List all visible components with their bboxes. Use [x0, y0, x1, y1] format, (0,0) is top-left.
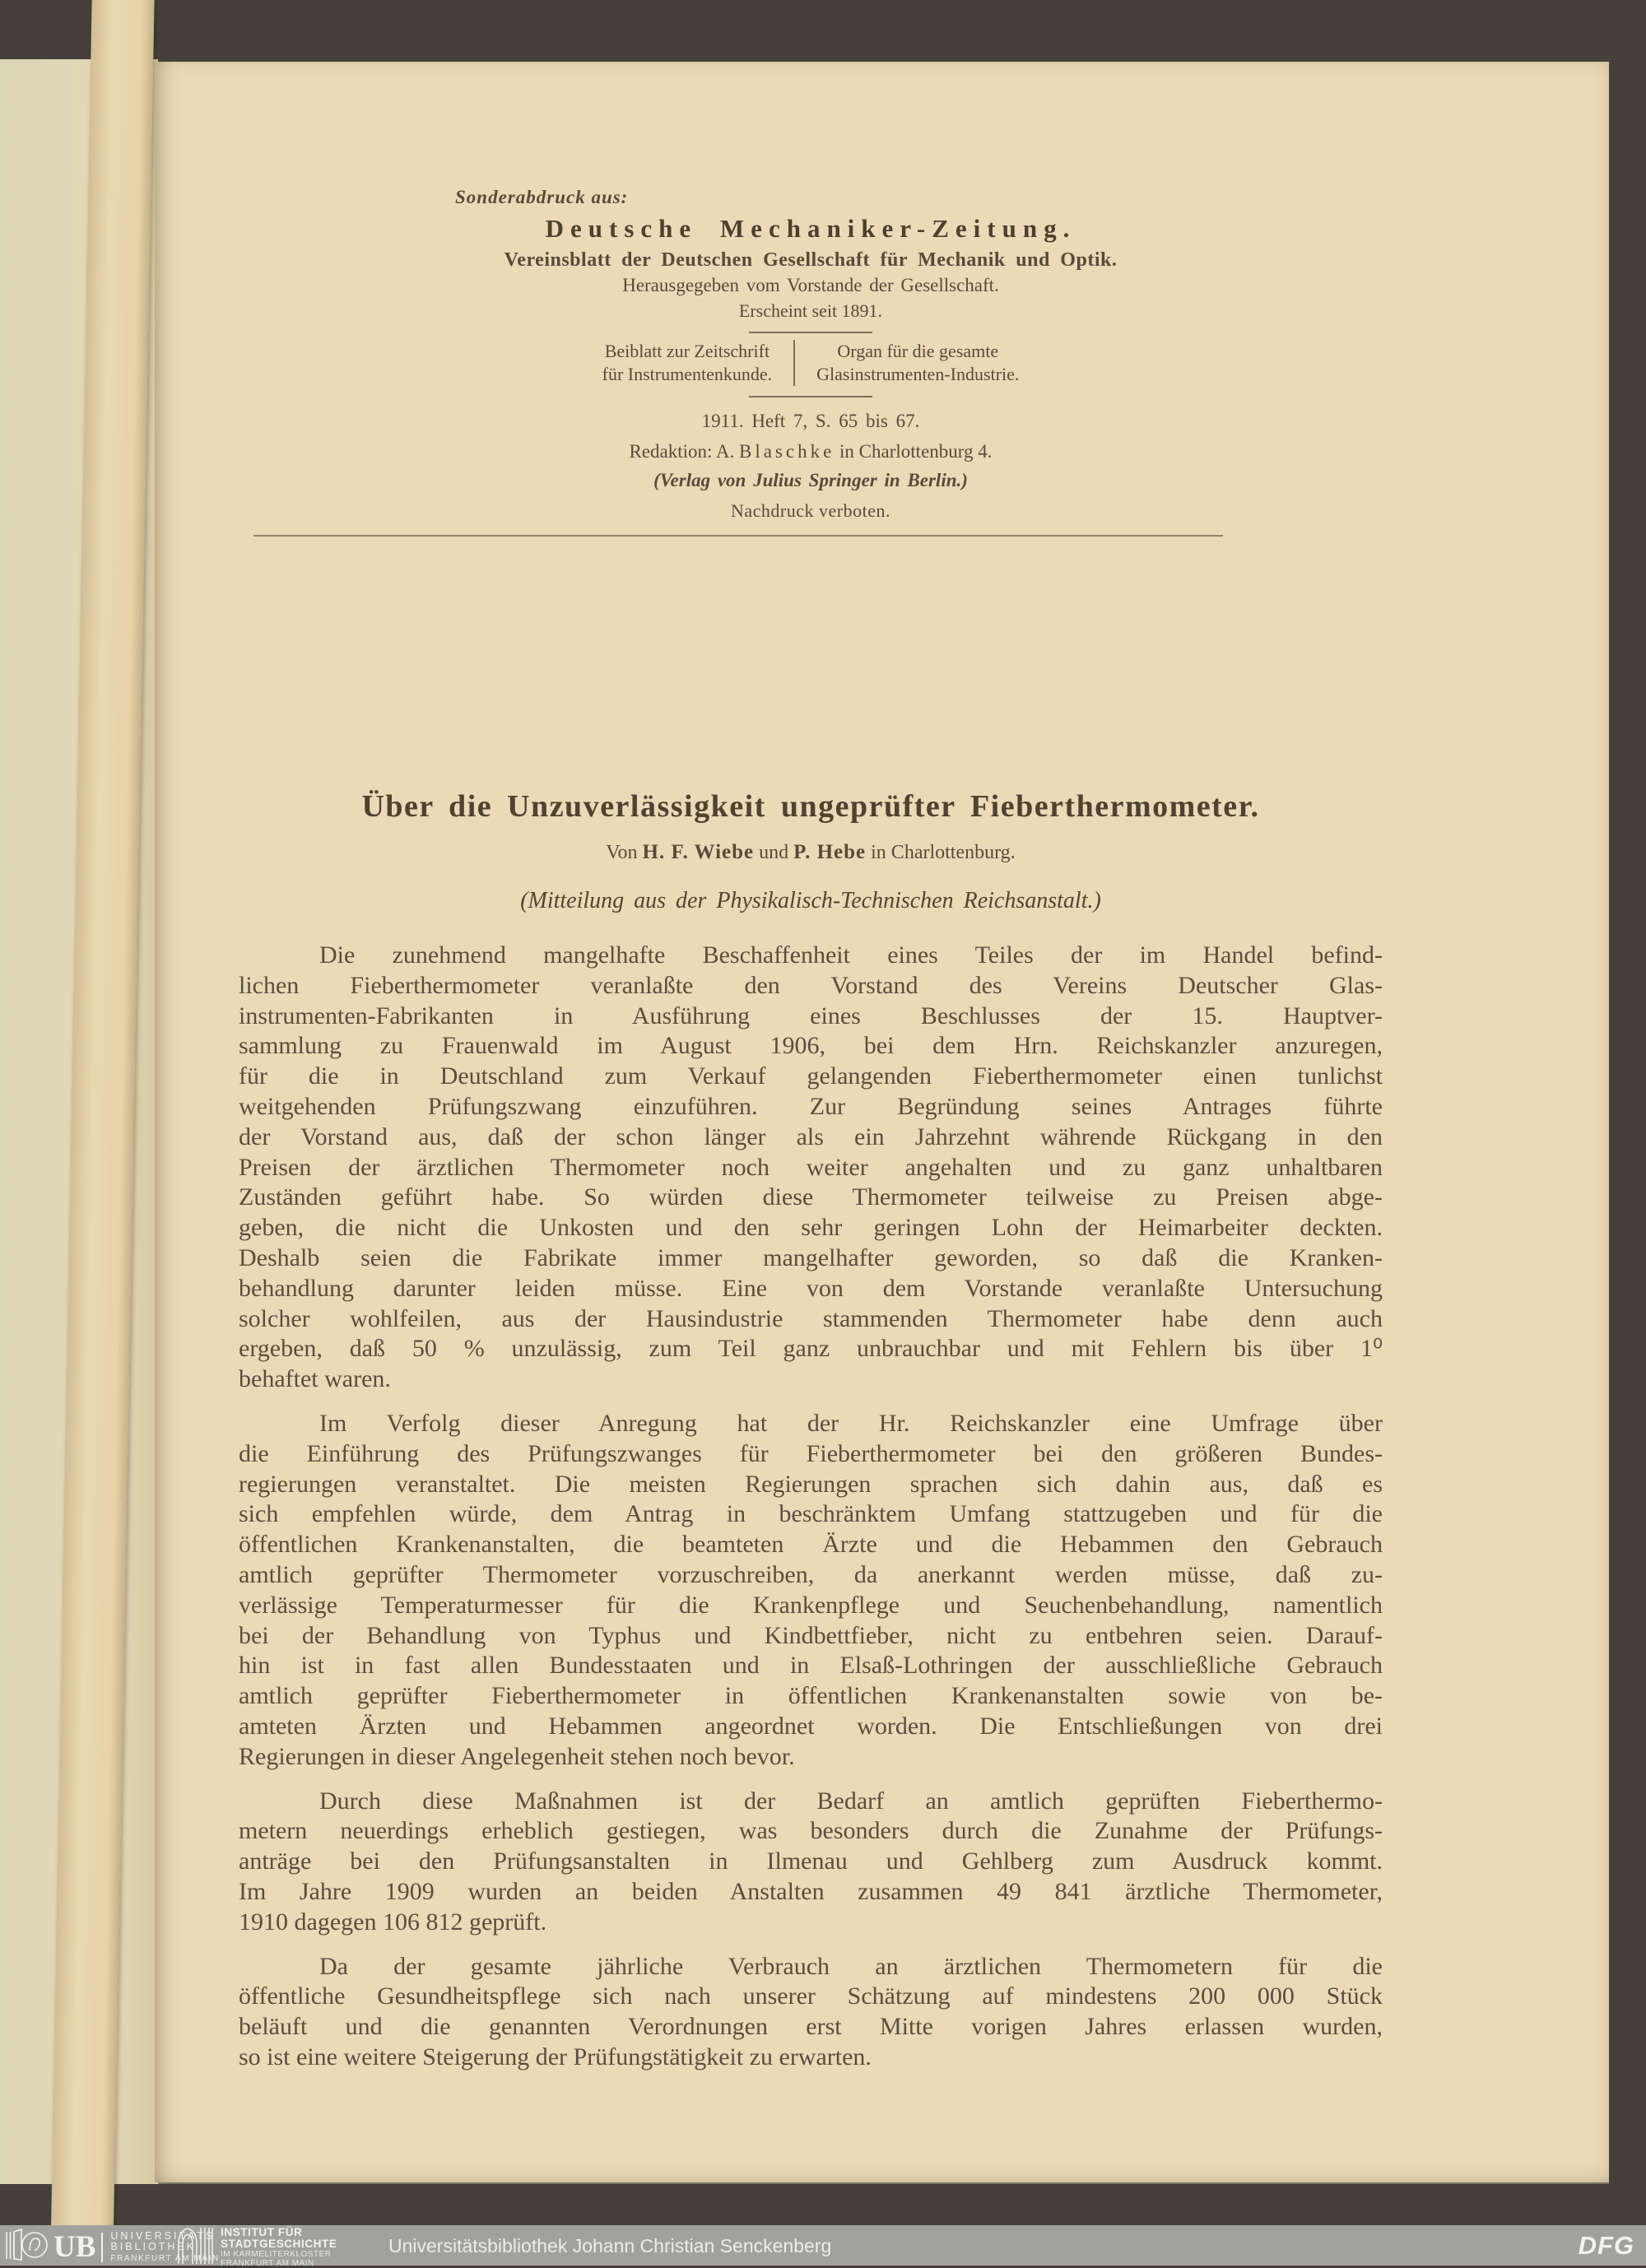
journal-title: Deutsche Mechaniker-Zeitung.	[545, 214, 1076, 243]
text-line: Preisen der ärztlichen Thermometer noch weiter angehalten und zu ganz unhaltbaren	[239, 1153, 1383, 1181]
article-body	[239, 941, 1383, 2087]
text-line: Im Verfolg dieser Anregung hat der Hr. Reichskanzler eine Umfrage über	[319, 1409, 1383, 1437]
text-line: öffentliche Gesundheitspflege sich nach unserer Schätzung auf mindestens 200 000 Stück	[239, 1982, 1383, 2010]
nachdruck-line: Nachdruck verboten.	[731, 500, 890, 521]
text-line: anträge bei den Prüfungsanstalten in Ilmenau und Gehlberg zum Ausdruck kommt.	[239, 1847, 1383, 1875]
scanned-document-page	[155, 62, 1609, 2182]
text-line: Regierungen in dieser Angelegenheit stehen noch bevor.	[239, 1742, 795, 1770]
ub-line1: UNIVERSITÄTS	[110, 2229, 216, 2242]
text-line: hin ist in fast allen Bundesstaaten und in Elsaß-Lothringen der ausschließliche Gebrauch	[239, 1652, 1383, 1680]
text-line: verlässige Temperaturmesser für die Krankenpflege und Seuchenbehandlung, namentlich	[239, 1591, 1383, 1619]
text-line: sich empfehlen würde, dem Antrag in beschränktem Umfang stattzugeben und für die	[239, 1500, 1383, 1528]
text-line: weitgehenden Prüfungszwang einzuführen. Zur Begründung seines Antrages führte	[239, 1092, 1383, 1120]
short-divider	[749, 332, 872, 333]
text-line: Im Jahre 1909 wurden an beiden Anstalten zusammen 49 841 ärztliche Thermometer,	[239, 1877, 1383, 1905]
text-line: 1910 dagegen 106 812 geprüft.	[239, 1908, 547, 1936]
text-line: der Vorstand aus, daß der schon länger als ein Jahrzehnt währende Rückgang in den	[239, 1122, 1383, 1150]
dfg-logo: DFG	[1578, 2231, 1634, 2260]
text-line: solcher wohlfeilen, aus der Hausindustrie stammenden Thermometer habe denn auch	[239, 1304, 1383, 1332]
text-line: Die zunehmend mangelhafte Beschaffenheit eines Teiles der im Handel befind-	[319, 941, 1383, 969]
text-line: für die in Deutschland zum Verkauf gelangenden Fieberthermometer einen tunlichst	[239, 1062, 1383, 1090]
organ-left-line1: Beiblatt zur Zeitschrift	[604, 341, 770, 361]
text-line: lichen Fieberthermometer veranlaßte den Vorstand des Vereins Deutscher Glas-	[239, 971, 1383, 999]
article-header	[239, 788, 1383, 914]
isg-line1: INSTITUT FÜR	[221, 2226, 303, 2238]
redaktion-prefix: Redaktion: A.	[629, 441, 735, 462]
ub-logo-divider	[101, 2233, 103, 2262]
ub-library-icon	[5, 2228, 51, 2266]
issue-line: 1911. Heft 7, S. 65 bis 67.	[701, 411, 920, 431]
text-line: so ist eine weitere Steigerung der Prüfungstätigkeit zu erwarten.	[239, 2043, 872, 2070]
verlag-line: (Verlag von Julius Springer in Berlin.)	[653, 470, 968, 490]
text-line: öffentlichen Krankenanstalten, die beamteten Ärzte und die Hebammen den Gebrauch	[239, 1531, 1383, 1559]
byline-author2: P. Hebe	[793, 841, 867, 863]
short-divider	[749, 396, 872, 397]
organ-columns	[239, 340, 1383, 386]
text-line: amteten Ärzten und Hebammen angeordnet worden. Die Entschließungen von drei	[239, 1712, 1383, 1740]
text-line: instrumenten-Fabrikanten in Ausführung eines Beschlusses der 15. Hauptver-	[239, 1002, 1383, 1029]
byline-prefix: Von	[606, 842, 638, 863]
byline-suffix: in Charlottenburg.	[871, 842, 1016, 863]
article-title: Über die Unzuverlässigkeit ungeprüfter Fieberthermometer.	[361, 789, 1260, 824]
text-line: bei der Behandlung von Typhus und Kindbettfieber, nicht zu entbehren seien. Darauf-	[239, 1621, 1383, 1649]
text-line: Durch diese Maßnahmen ist der Bedarf an amtlich geprüften Fieberthermo-	[319, 1787, 1383, 1815]
text-line: amtlich geprüfter Thermometer vorzuschreiben, da anerkannt werden müsse, daß zu-	[239, 1560, 1383, 1588]
since-line: Erscheint seit 1891.	[738, 300, 883, 321]
association-line: Vereinsblatt der Deutschen Gesellschaft für Mechanik und Optik.	[504, 249, 1118, 271]
redaktion-name: Blaschke	[738, 441, 835, 462]
organ-right-line1: Organ für die gesamte	[837, 341, 999, 361]
gothic-window-icon	[177, 2227, 213, 2268]
text-line: regierungen veranstaltet. Die meisten Regierungen sprachen sich dahin aus, daß es	[239, 1470, 1383, 1498]
attribution-text: Universitätsbibliothek Johann Christian Senckenberg	[388, 2235, 832, 2256]
byline-connector: und	[759, 842, 789, 863]
text-line: die Einführung des Prüfungszwanges für Fieberthermometer bei den größeren Bundes-	[239, 1439, 1383, 1467]
ub-line2: BIBLIOTHEK	[110, 2241, 197, 2253]
journal-masthead	[239, 187, 1383, 537]
organ-right	[793, 340, 1040, 386]
text-line: metern neuerdings erheblich gestiegen, was besonders durch die Zunahme der Prüfungs-	[239, 1817, 1383, 1845]
text-line: Zuständen geführt habe. So würden diese Thermometer teilweise zu Preisen abge-	[239, 1183, 1383, 1211]
text-line: Da der gesamte jährliche Verbrauch an ärztlichen Thermometern für die	[319, 1952, 1383, 1980]
ub-abbrev: UB	[53, 2230, 96, 2264]
text-line: Deshalb seien die Fabrikate immer mangelhafter geworden, so daß die Kranken-	[239, 1243, 1383, 1271]
text-line: sammlung zu Frauenwald im August 1906, bei dem Hrn. Reichskanzler anzuregen,	[239, 1032, 1383, 1060]
masthead-rule	[253, 535, 1223, 537]
ub-line3: FRANKFURT AM MAIN	[110, 2253, 220, 2263]
institution-note: (Mitteilung aus der Physikalisch-Technischen Reichsanstalt.)	[520, 888, 1101, 913]
isg-logo-text	[221, 2227, 337, 2268]
publisher-line: Herausgegeben vom Vorstande der Gesellschaft.	[622, 275, 999, 295]
text-line: amtlich geprüfter Fieberthermometer in öffentlichen Krankenanstalten sowie von be-	[239, 1682, 1383, 1710]
organ-left	[581, 340, 794, 386]
paragraph	[239, 1409, 1383, 1773]
text-line: beläuft und die genannten Verordnungen erst Mitte vorigen Jahres erlassen wurden,	[239, 2013, 1383, 2041]
redaktion-line	[239, 441, 1383, 462]
isg-line3: IM KARMELITERKLOSTER	[221, 2250, 332, 2259]
offprint-label: Sonderabdruck aus:	[455, 187, 629, 207]
text-line: geben, die nicht die Unkosten und den sehr geringen Lohn der Heimarbeiter deckten.	[239, 1214, 1383, 1242]
text-line: behandlung darunter leiden müsse. Eine von dem Vorstande veranlaßte Untersuchung	[239, 1274, 1383, 1302]
isg-line2: STADTGESCHICHTE	[221, 2238, 337, 2250]
text-line: ergeben, daß 50 % unzulässig, zum Teil ganz unbrauchbar und mit Fehlern bis über 1⁰	[239, 1335, 1383, 1363]
redaktion-suffix: in Charlottenburg 4.	[839, 441, 993, 462]
article-byline	[239, 841, 1383, 864]
institut-stadtgeschichte-logo	[177, 2227, 337, 2268]
paragraph	[239, 1952, 1383, 2073]
isg-line4: FRANKFURT AM MAIN	[221, 2259, 314, 2268]
paragraph	[239, 1787, 1383, 1938]
byline-author1: H. F. Wiebe	[642, 841, 755, 863]
paragraph	[239, 941, 1383, 1395]
organ-left-line2: für Instrumentenkunde.	[602, 364, 773, 384]
library-attribution-bar	[0, 2225, 1646, 2266]
text-line: behaftet waren.	[239, 1365, 391, 1393]
organ-right-line2: Glasinstrumenten-Industrie.	[816, 364, 1020, 384]
